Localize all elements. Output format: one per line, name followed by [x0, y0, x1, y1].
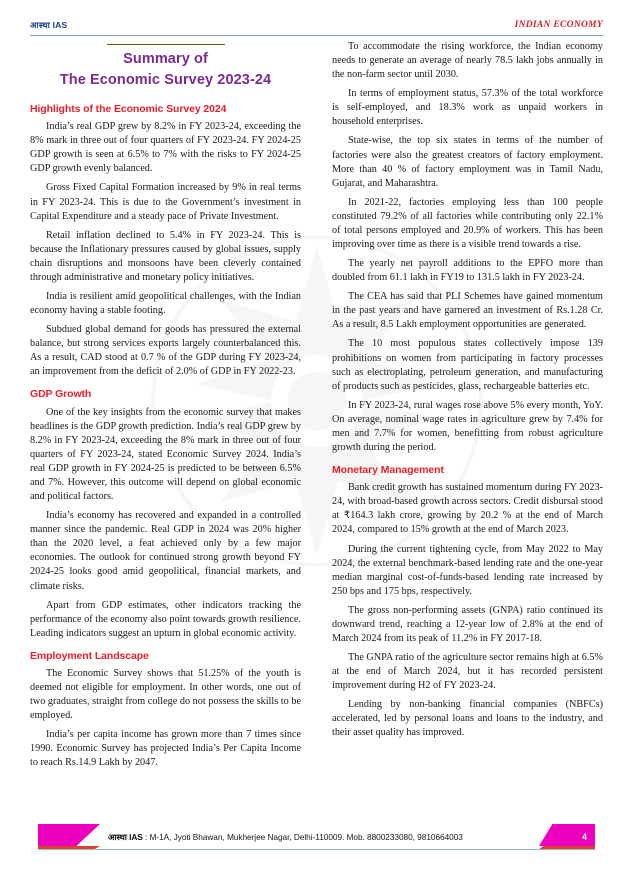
body-paragraph: Gross Fixed Capital Formation increased by 9% in real terms in FY 2023-24. This is due to the Government’s investment in Capital Expenditure and a steady pace of Private Investment. — [30, 182, 301, 222]
body-paragraph: The yearly net payroll additions to the EPFO more than doubled from 61.1 lakh in FY19 to 131.5 lakh in FY 2023-24. — [332, 258, 603, 284]
page-number: 4 — [581, 832, 587, 842]
body-paragraph: In 2021-22, factories employing less than 100 people constituted 79.2% of all factories while contributing only 22.1% of total persons employed and 20.9% of workers. This has been improving over time as there is a visible trend towards a rise. — [332, 196, 603, 251]
body-paragraph: State-wise, the top six states in terms of the number of factories were also the greatest creators of factory employment. More than 40 % of factory employment was in Tamil Nadu, Gujarat, and Maharashtra. — [332, 135, 603, 189]
title-block — [30, 40, 301, 91]
body-paragraph: In terms of employment status, 57.3% of the total workforce is self-employed, and 18.3% work as unpaid workers in household enterprises. — [332, 88, 603, 128]
section-heading: Highlights of the Economic Survey 2024 — [30, 103, 227, 116]
page-footer — [30, 820, 603, 854]
right-column — [332, 40, 603, 746]
body-paragraph: The Economic Survey shows that 51.25% of the youth is deemed not eligible for employment. In other words, one out of two graduates, straight from college do not possess the skills to be employed. — [30, 667, 301, 722]
body-paragraph: The CEA has said that PLI Schemes have gained momentum in the past years and have garnered an investment of Rs.1.28 Cr. As a result, 8.5 Lakh employment opportunities are generated. — [332, 291, 603, 331]
body-paragraph: India’s per capita income has grown more than 7 times since 1990. Economic Survey has projected India’s Per Capita Income to reach Rs.14.9 Lakh by 2047. — [30, 729, 301, 769]
section-heading: Monetary Management — [332, 464, 444, 477]
footer-contact-line — [108, 832, 463, 843]
footer-address: : M-1A, Jyoti Bhawan, Mukherjee Nagar, Delhi-110009. Mob. 8800233080, 9810664003 — [142, 832, 463, 842]
body-paragraph: The GNPA ratio of the agriculture sector remains high at 6.5% at the end of March 2024, but it has recorded persistent improvement during H2 of FY 2023-24. — [332, 652, 603, 692]
section-heading: GDP Growth — [30, 388, 92, 401]
footer-left-tab — [38, 824, 100, 846]
body-paragraph: India’s economy has recovered and expanded in a controlled manner since the pandemic. Real GDP in 2024 was 20% higher than the 2020 level, a feat achieved only by a few major economies. The outlook for continued strong growth beyond FY 2024-25 looks good amid geopolitical, financial markets, and climate risks. — [30, 510, 301, 592]
body-paragraph: One of the key insights from the economic survey that makes headlines is the GDP growth prediction. India’s real GDP grew by 8.2% in FY 2023-24, exceeding the 8% mark in three out of four quarters of FY 2023-24, stated Economic Survey 2024. India’s real GDP growth in FY 2024-25 is predicted to be between 6.5% and 7%. However, this outcome will depend on global economic and political factors. — [30, 406, 301, 503]
body-paragraph: India’s real GDP grew by 8.2% in FY 2023-24, exceeding the 8% mark in three out of four quarters of FY 2023-24. FY 2024-25 GDP growth is seen at 6.5% to 7% with the risks to FY 2024-25 GDP growth evenly balanced. — [30, 121, 301, 175]
running-head-divider — [30, 35, 603, 36]
body-paragraph: The gross non-performing assets (GNPA) ratio continued its downward trend, reaching a 12-year low of 2.8% at the end of March 2024 from its peak of 11.2% in FY 2017-18. — [332, 604, 603, 645]
body-paragraph: Apart from GDP estimates, other indicators tracking the performance of the economy also point towards growth resilience. Leading indicators suggest an upturn in global economic activity. — [30, 599, 301, 639]
body-paragraph: Lending by non-banking financial companies (NBFCs) accelerated, led by personal loans and loans to the industry, and their asset quality has improved. — [332, 699, 603, 739]
page-title — [30, 49, 301, 91]
running-head-brand: आस्था IAS — [30, 20, 68, 30]
left-column-body — [30, 103, 301, 771]
right-column-body — [332, 40, 603, 741]
body-paragraph: Bank credit growth has sustained momentum during FY 2023-24, with broad-based growth across sectors. Credit disbursal stood at ₹164.3 lakh crore, growing by 20.2 % at the end of March 2024, compared to 15% growth at the end of March 2023. — [332, 482, 603, 536]
page-title-line-1: Summary of — [123, 51, 208, 67]
page-title-line-2: The Economic Survey 2023-24 — [59, 72, 272, 89]
running-head-chapter-title: INDIAN ECONOMY — [514, 20, 603, 30]
title-top-rule — [107, 44, 225, 45]
footer-brand: आस्था IAS — [108, 832, 143, 842]
body-paragraph: The 10 most populous states collectively impose 139 prohibitions on women from participating in factory processes such as electroplating, petroleum generation, and manufacturing of products such as pesticides, glass, rechargeable batteries etc. — [332, 338, 603, 392]
body-paragraph: India is resilient amid geopolitical challenges, with the Indian economy having a stable footing. — [30, 291, 301, 317]
article-columns — [30, 40, 603, 830]
section-heading: Employment Landscape — [30, 649, 149, 662]
body-paragraph: During the current tightening cycle, from May 2022 to May 2024, the external benchmark-based lending rate and the one-year median marginal cost-of-funds-based lending rate increased by 250 bps and 175 bps, respectively. — [332, 543, 603, 597]
body-paragraph: Subdued global demand for goods has pressured the external balance, but strong services exports largely counterbalanced this. As a result, CAD stood at 0.7 % of the GDP during FY 2023-24, an improvement from the deficit of 2.0% of GDP in FY 2022-23. — [30, 324, 301, 378]
body-paragraph: Retail inflation declined to 5.4% in FY 2023-24. This is because the Inflationary pressures caused by global issues, supply chain disruptions and monsoons have been cleverly contained through administrative and monetary policy initiatives. — [30, 229, 301, 283]
body-paragraph: In FY 2023-24, rural wages rose above 5% every month, YoY. On average, nominal wage rates in agriculture grew by 7.4% for men and 7.7% for women, benefitting from robust agriculture growth during the period. — [332, 399, 603, 454]
left-column — [30, 40, 301, 776]
footer-divider — [38, 849, 595, 850]
running-head — [30, 20, 603, 38]
body-paragraph: To accommodate the rising workforce, the Indian economy needs to generate an average of nearly 78.5 lakh jobs annually in the non-farm sector until 2030. — [332, 41, 603, 81]
